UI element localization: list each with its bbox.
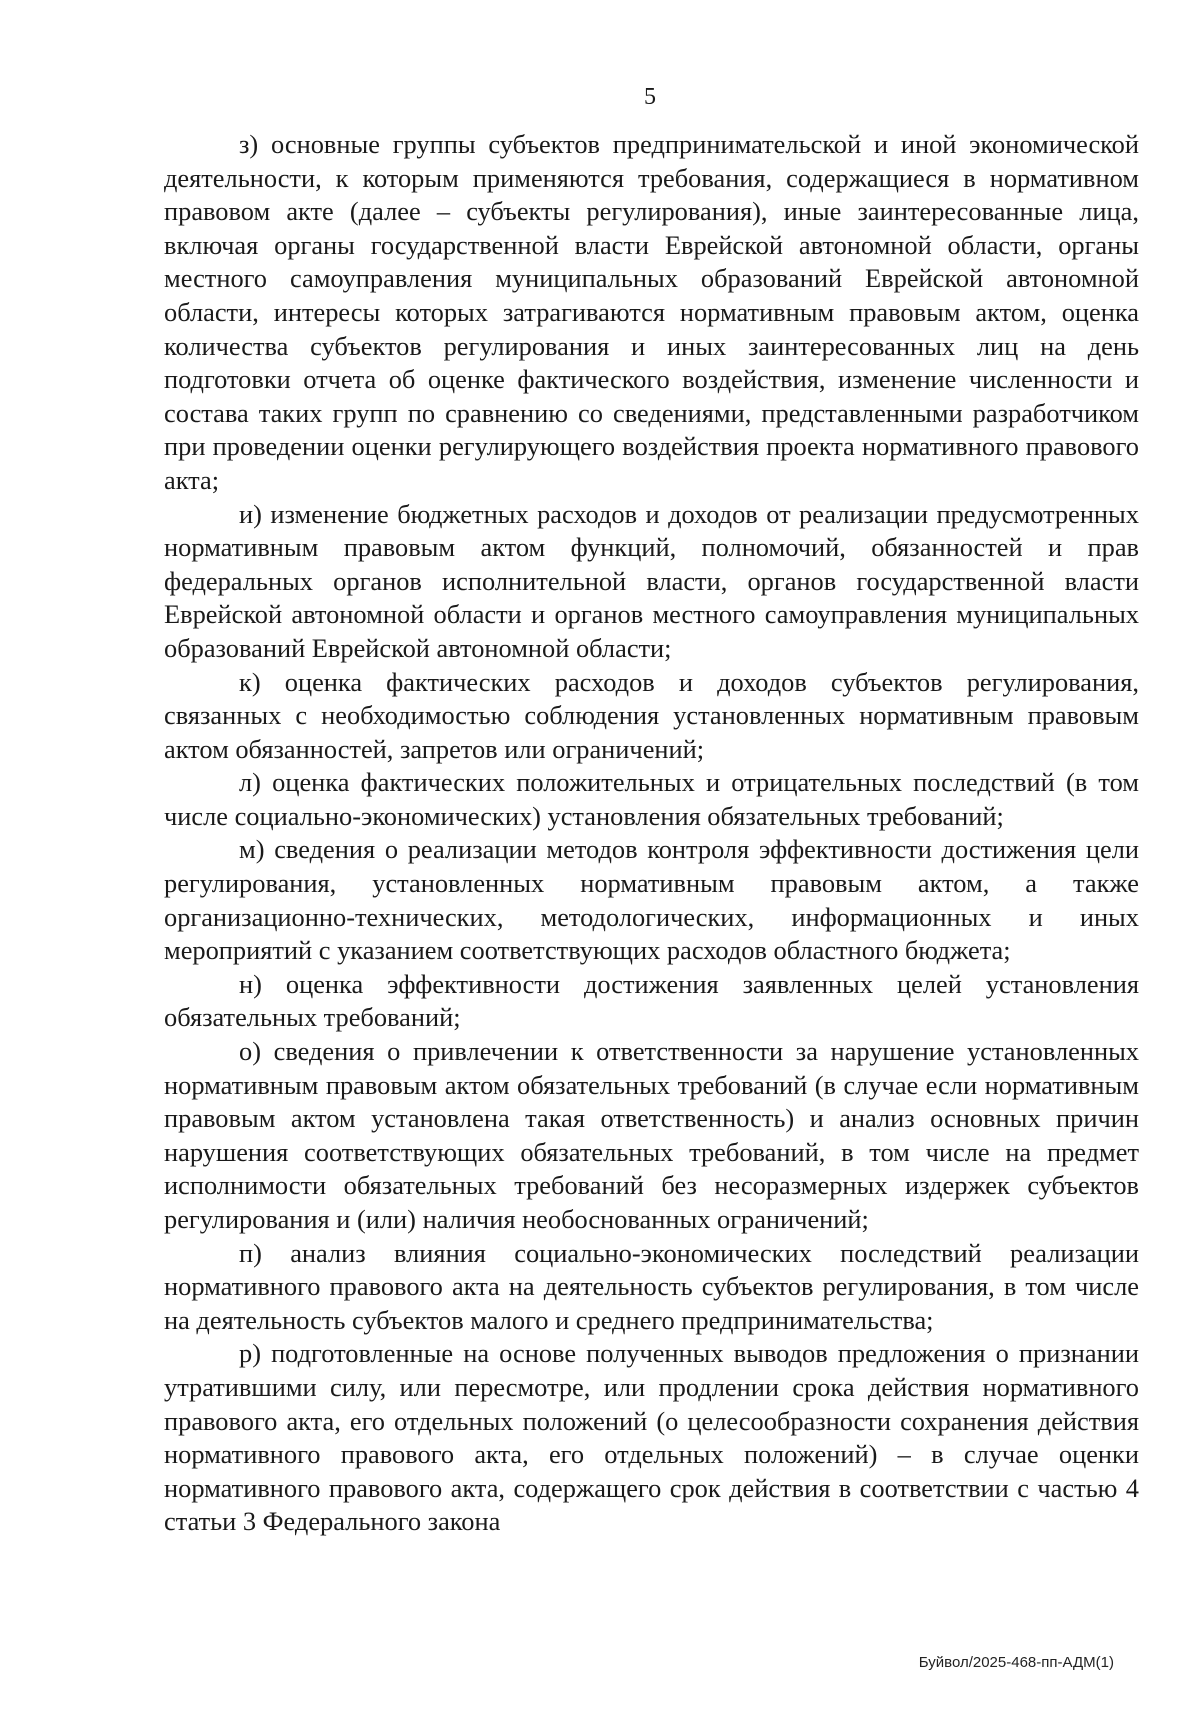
paragraph-p: п) анализ влияния социально-экономических последствий реализации нормативного правового акта на деятельность субъектов регулирования, в том числе на деятельность субъектов малого и среднего предпринимательства;: [164, 1237, 1139, 1335]
paragraph-r: р) подготовленные на основе полученных выводов предложения о признании утратившими силу, или пересмотре, или продлении срока действия нормативного правового акта, его отдельных положений (о целесообразности сохранения действия нормативного правового акта, его отдельных положений) – в случае оценки нормативного правового акта, содержащего срок действия в соответствии с частью 4 статьи 3 Федерального закона: [164, 1338, 1139, 1537]
document-body: [164, 128, 1139, 1539]
paragraph-n: н) оценка эффективности достижения заявленных целей установления обязательных требований;: [164, 968, 1139, 1033]
paragraph-k: к) оценка фактических расходов и доходов субъектов регулирования, связанных с необходимостью соблюдения установленных нормативным правовым актом обязанностей, запретов или ограничений;: [164, 666, 1139, 764]
paragraph-m: м) сведения о реализации методов контроля эффективности достижения цели регулирования, установленных нормативным правовым актом, а также организационно-технических, методологических, информационных и иных мероприятий с указанием соответствующих расходов областного бюджета;: [164, 834, 1139, 966]
page-number: 5: [644, 84, 656, 110]
paragraph-l: л) оценка фактических положительных и отрицательных последствий (в том числе социально-экономических) установления обязательных требований;: [164, 767, 1139, 831]
document-registration-code: Буйвол/2025-468-пп-АДМ(1): [918, 1654, 1114, 1671]
paragraph-z: з) основные группы субъектов предпринимательской и иной экономической деятельности, к которым применяются требования, содержащиеся в нормативном правовом акте (далее – субъекты регулирования), иные заинтересованные лица, включая органы государственной власти Еврейской автономной области, органы местного самоуправления муниципальных образований Еврейской автономной области, интересы которых затрагиваются нормативным правовым актом, оценка количества субъектов регулирования и иных заинтересованных лиц на день подготовки отчета об оценке фактического воздействия, изменение численности и состава таких групп по сравнению со сведениями, представленными разработчиком при проведении оценки регулирующего воздействия проекта нормативного правового акта;: [164, 129, 1139, 495]
paragraph-i: и) изменение бюджетных расходов и доходов от реализации предусмотренных нормативным правовым актом функций, полномочий, обязанностей и прав федеральных органов исполнительной власти, органов государственной власти Еврейской автономной области и органов местного самоуправления муниципальных образований Еврейской автономной области;: [164, 498, 1139, 663]
paragraph-o: о) сведения о привлечении к ответственности за нарушение установленных нормативным правовым актом обязательных требований (в случае если нормативным правовым актом установлена такая ответственность) и анализ основных причин нарушения соответствующих обязательных требований, в том числе на предмет исполнимости обязательных требований без несоразмерных издержек субъектов регулирования и (или) наличия необоснованных ограничений;: [164, 1036, 1139, 1234]
